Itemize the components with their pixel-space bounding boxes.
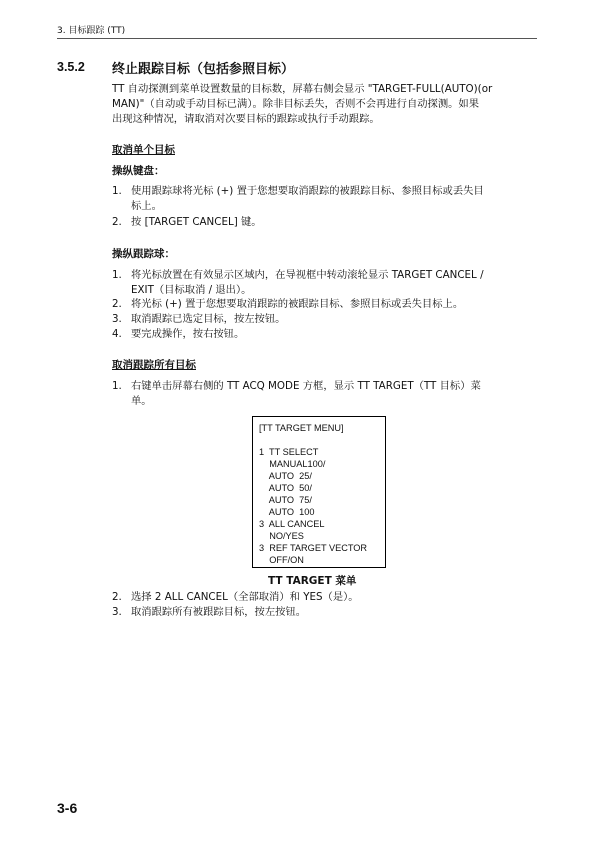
item-number: 2. xyxy=(112,216,122,228)
menu-row: OFF/ON xyxy=(259,555,304,565)
list-item xyxy=(112,327,532,342)
menu-title: [TT TARGET MENU] xyxy=(259,423,344,433)
list-item xyxy=(112,590,532,605)
item-number: 2. xyxy=(112,298,122,310)
item-number: 2. xyxy=(112,591,122,603)
running-header: 3. 目标跟踪 (TT) xyxy=(57,26,126,36)
item-line: 使用跟踪球将光标 (+) 置于您想要取消跟踪的被跟踪目标、参照目标或丢失目 xyxy=(131,185,484,197)
item-line: 将光标 (+) 置于您想要取消跟踪的被跟踪目标、参照目标或丢失目标上。 xyxy=(131,298,464,310)
menu-row: 1 TT SELECT xyxy=(259,447,319,457)
list-item xyxy=(112,297,532,312)
section-number: 3.5.2 xyxy=(57,60,85,74)
keyboard-label: 操纵键盘： xyxy=(112,165,165,177)
menu-row: 3 ALL CANCEL xyxy=(259,519,325,529)
item-text xyxy=(131,327,531,342)
item-text xyxy=(131,215,531,230)
menu-row: NO/YES xyxy=(259,531,304,541)
list-item xyxy=(112,215,532,230)
item-text xyxy=(131,379,531,409)
item-number: 1. xyxy=(112,380,122,392)
item-line: 取消跟踪所有被跟踪目标，按左按钮。 xyxy=(131,606,307,618)
header-rule xyxy=(57,38,537,39)
intro-line: MAN)"（自动或手动目标已满）。除非目标丢失，否则不会再进行自动探测。如果 xyxy=(112,98,480,110)
item-line: 取消跟踪已选定目标，按左按钮。 xyxy=(131,313,286,325)
item-line: 选择 2 ALL CANCEL（全部取消）和 YES（是）。 xyxy=(131,591,359,603)
item-text xyxy=(131,605,531,620)
cancel-all-heading: 取消跟踪所有目标 xyxy=(112,359,196,371)
item-text xyxy=(131,268,531,298)
trackball-label: 操纵跟踪球： xyxy=(112,248,175,260)
item-text xyxy=(131,297,531,312)
list-item xyxy=(112,312,532,327)
item-line: 按 [TARGET CANCEL] 键。 xyxy=(131,216,262,228)
item-text xyxy=(131,312,531,327)
item-line: 标上。 xyxy=(131,200,162,212)
item-number: 3. xyxy=(112,313,122,325)
list-item xyxy=(112,184,532,214)
intro-paragraph xyxy=(112,82,530,127)
tt-target-menu-box xyxy=(252,416,386,568)
menu-row: MANUAL100/ xyxy=(259,459,326,469)
item-number: 3. xyxy=(112,606,122,618)
page-number: 3-6 xyxy=(57,800,78,816)
item-number: 4. xyxy=(112,328,122,340)
item-line: 右键单击屏幕右侧的 TT ACQ MODE 方框，显示 TT TARGET（TT 目标）菜 xyxy=(131,380,481,392)
item-line: EXIT（目标取消 / 退出）。 xyxy=(131,284,252,296)
menu-row: 3 REF TARGET VECTOR xyxy=(259,543,368,553)
item-text xyxy=(131,590,531,605)
item-number: 1. xyxy=(112,185,122,197)
menu-row: AUTO 25/ xyxy=(259,471,312,481)
menu-row: AUTO 50/ xyxy=(259,483,312,493)
menu-caption: TT TARGET 菜单 xyxy=(268,575,357,587)
menu-row: AUTO 75/ xyxy=(259,495,312,505)
list-item xyxy=(112,605,532,620)
intro-line: TT 自动探测到菜单设置数量的目标数，屏幕右侧会显示 "TARGET-FULL(AUTO)(or xyxy=(112,83,493,95)
menu-row: AUTO 100 xyxy=(259,507,315,517)
section-title: 终止跟踪目标（包括参照目标） xyxy=(112,62,295,77)
item-line: 将光标放置在有效显示区域内，在导视框中转动滚轮显示 TARGET CANCEL / xyxy=(131,269,484,281)
list-item xyxy=(112,379,532,409)
list-item xyxy=(112,268,532,298)
item-line: 单。 xyxy=(131,395,152,407)
item-number: 1. xyxy=(112,269,122,281)
cancel-single-heading: 取消单个目标 xyxy=(112,144,175,156)
item-line: 要完成操作，按右按钮。 xyxy=(131,328,245,340)
intro-line: 出现这种情况，请取消对次要目标的跟踪或执行手动跟踪。 xyxy=(112,113,380,125)
item-text xyxy=(131,184,531,214)
